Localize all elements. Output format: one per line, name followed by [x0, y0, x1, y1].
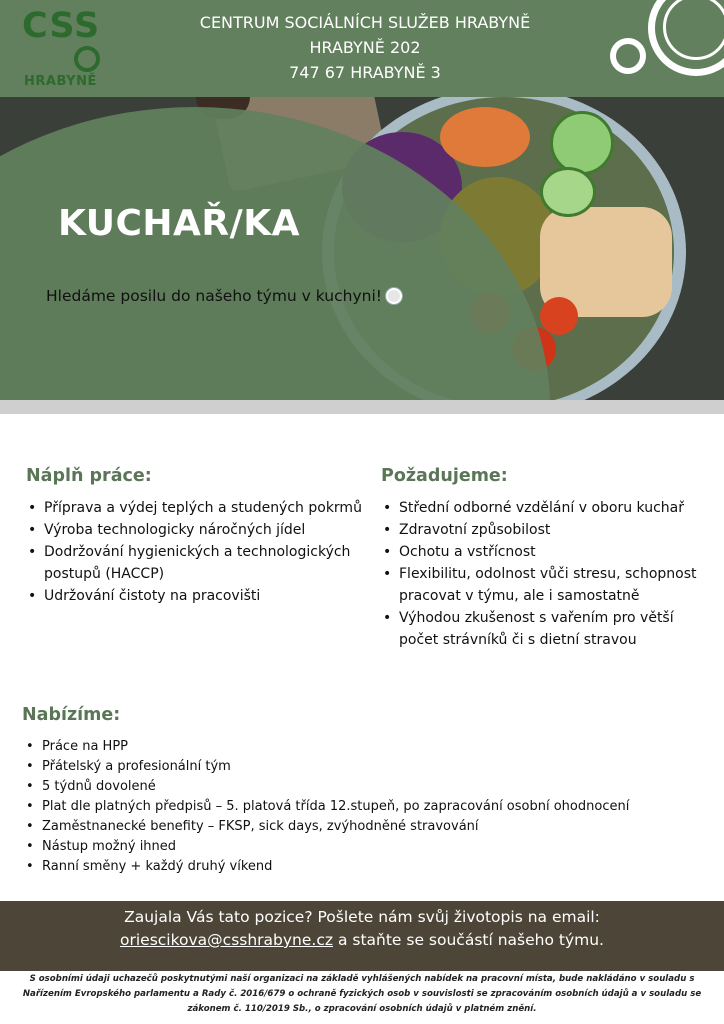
- cucumber-slice: [550, 111, 614, 175]
- list-item: • Výroba technologicky náročných jídel: [28, 519, 373, 541]
- list-item: • Přátelský a profesionální tým: [26, 757, 716, 777]
- decorative-small-ring-icon: [610, 38, 646, 74]
- list-item: • Střední odborné vzdělání v oboru kuchař: [383, 497, 713, 519]
- list-item: • Výhodou zkušenost s vařením pro větší počet strávníků či s dietní stravou: [383, 607, 713, 651]
- requirements-title: Požadujeme:: [381, 466, 508, 486]
- list-item: • Plat dle platných předpisů – 5. platová třída 12.stupeň, po zapracování osobní ohodnocení: [26, 797, 716, 817]
- org-city: 747 67 HRABYNĚ 3: [289, 63, 441, 82]
- org-street: HRABYNĚ 202: [309, 38, 421, 57]
- list-item: • Příprava a výdej teplých a studených pokrmů: [28, 497, 373, 519]
- requirements-list: [383, 497, 713, 651]
- list-item: • Ochotu a vstřícnost: [383, 541, 713, 563]
- logo-text: CSS: [22, 6, 101, 46]
- list-item: • Zaměstnanecké benefity – FKSP, sick days, zvýhodněné stravování: [26, 817, 716, 837]
- hero-banner: [0, 97, 724, 400]
- cucumber-slice: [540, 167, 596, 217]
- organization-address: [140, 10, 590, 85]
- tomato-slice: [540, 297, 578, 335]
- logo-subtext: HRABYNĚ: [24, 74, 97, 89]
- contact-band: [0, 901, 724, 971]
- list-item: • Ranní směny + každý druhý víkend: [26, 857, 716, 877]
- divider-stripe: [0, 400, 724, 414]
- cta-text-rest: a staňte se součástí našeho týmu.: [333, 931, 604, 949]
- header-bar: [0, 0, 724, 97]
- list-item: • Flexibilitu, odolnost vůči stresu, schopnost pracovat v týmu, ale i samostatně: [383, 563, 713, 607]
- list-item: • Zdravotní způsobilost: [383, 519, 713, 541]
- list-item: • Práce na HPP: [26, 737, 716, 757]
- list-item: • 5 týdnů dovolené: [26, 777, 716, 797]
- job-subtitle-text: Hledáme posilu do našeho týmu v kuchyni!: [46, 287, 382, 305]
- cta-text: Zaujala Vás tato pozice? Pošlete nám svůj životopis na email:: [124, 908, 600, 926]
- job-subtitle: [46, 287, 402, 305]
- list-item: • Dodržování hygienických a technologických postupů (HACCP): [28, 541, 373, 585]
- duties-list: [28, 497, 373, 607]
- list-item: • Udržování čistoty na pracovišti: [28, 585, 373, 607]
- gdpr-disclaimer: S osobními údaji uchazečů poskytnutými naší organizaci na základě vyhlášených nabídek na pracovní místa, bude nakládáno v souladu s Nařízením Evropského parlamentu a Rady č. 2016/679 o ochraně fyzických osob v souvislosti se zpracováním osobních údajů a v souladu se zákonem č. 110/2019 Sb., o zpracování osobních údajů v platném znění.: [22, 974, 702, 1014]
- list-item: • Nástup možný ihned: [26, 837, 716, 857]
- org-name: CENTRUM SOCIÁLNÍCH SLUŽEB HRABYNĚ: [199, 13, 531, 32]
- offer-list: [26, 737, 716, 877]
- job-title: KUCHAŘ/KA: [58, 203, 301, 244]
- cta-email-line: [0, 931, 724, 949]
- duties-title: Náplň práce:: [26, 466, 152, 486]
- logo-ring-icon: [74, 46, 100, 72]
- offer-title: Nabízíme:: [22, 705, 121, 725]
- plate-icon: [386, 288, 402, 304]
- css-logo: [22, 8, 106, 92]
- carrot: [440, 107, 530, 167]
- email-link[interactable]: oriescikova@csshrabyne.cz: [120, 931, 334, 949]
